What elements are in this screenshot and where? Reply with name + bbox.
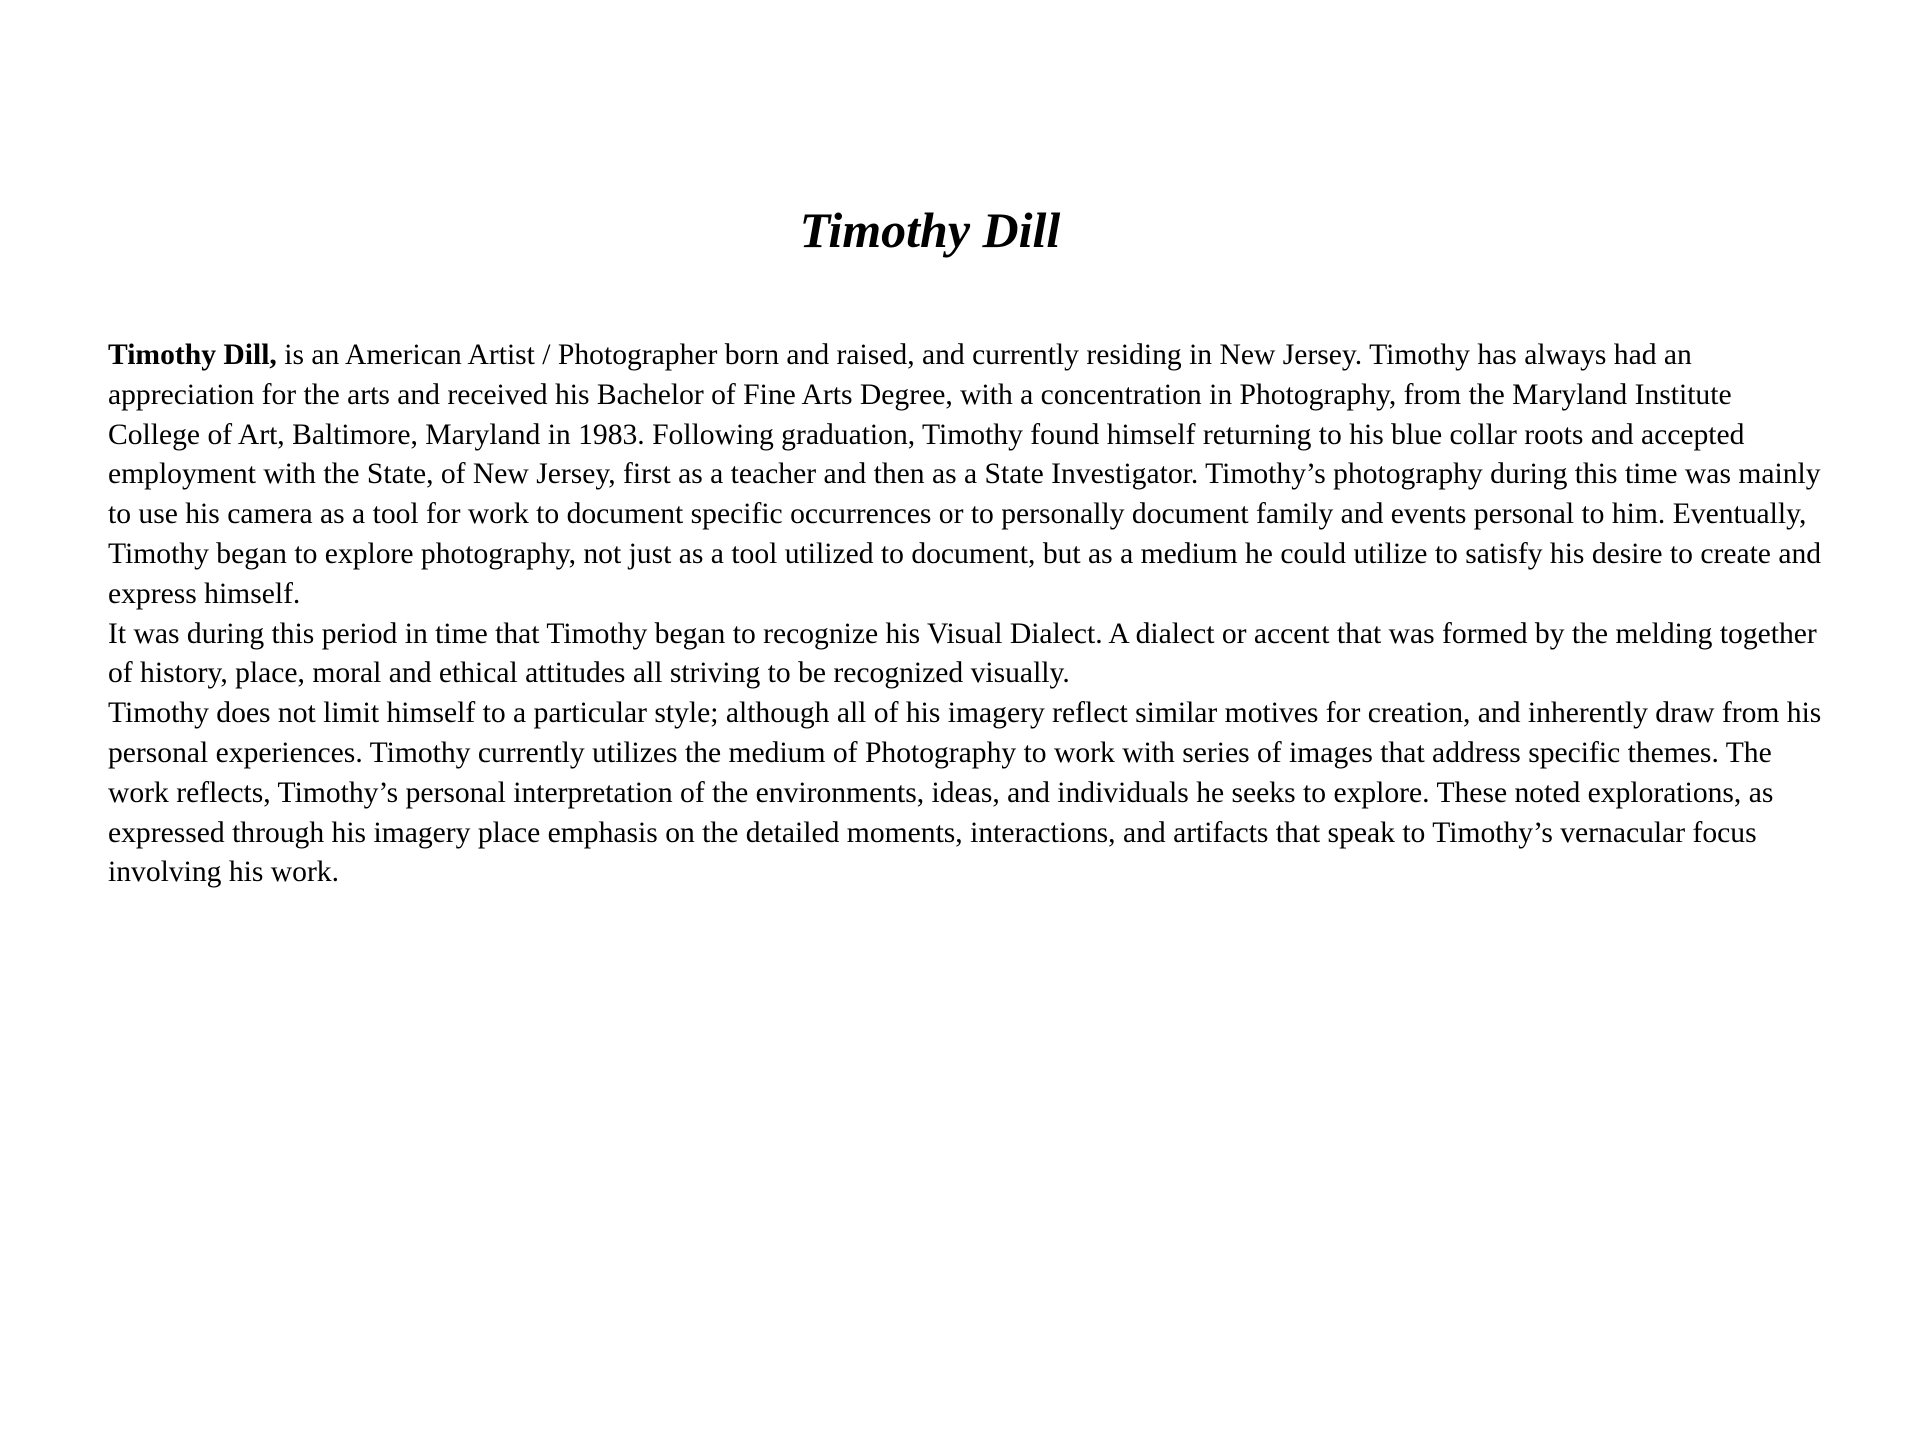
bio-paragraph-1 (108, 336, 1828, 615)
page-title: Timothy Dill (799, 202, 1061, 258)
biography-text (108, 336, 1828, 893)
bio-paragraph-1-text: is an American Artist / Photographer born and raised, and currently residing in New Jersey. Timothy has always had an appreciation for the arts and received his Bachelor of Fine Arts Degree, with a concentration in Photography, from the Maryland Institute College of Art, Baltimore, Maryland in 1983. Following graduation, Timothy found himself returning to his blue collar roots and accepted employment with the State, of New Jersey, first as a teacher and then as a State Investigator. Timothy’s photography during this time was mainly to use his camera as a tool for work to document specific occurrences or to personally document family and events personal to him. Eventually, Timothy began to explore photography, not just as a tool utilized to document, but as a medium he could utilize to satisfy his desire to create and express himself. (108, 339, 1822, 610)
bio-paragraph-3: Timothy does not limit himself to a particular style; although all of his imagery reflect similar motives for creation, and inherently draw from his personal experiences. Timothy currently utilizes the medium of Photography to work with series of images that address specific themes. The work reflects, Timothy’s personal interpretation of the environments, ideas, and individuals he seeks to explore. These noted explorations, as expressed through his imagery place emphasis on the detailed moments, interactions, and artifacts that speak to Timothy’s vernacular focus involving his work. (108, 697, 1822, 889)
bio-paragraph-2: It was during this period in time that Timothy began to recognize his Visual Dialect. A dialect or accent that was formed by the melding together of history, place, moral and ethical attitudes all striving to be recognized visually. (108, 617, 1817, 690)
artist-name: Timothy Dill, (108, 339, 277, 371)
